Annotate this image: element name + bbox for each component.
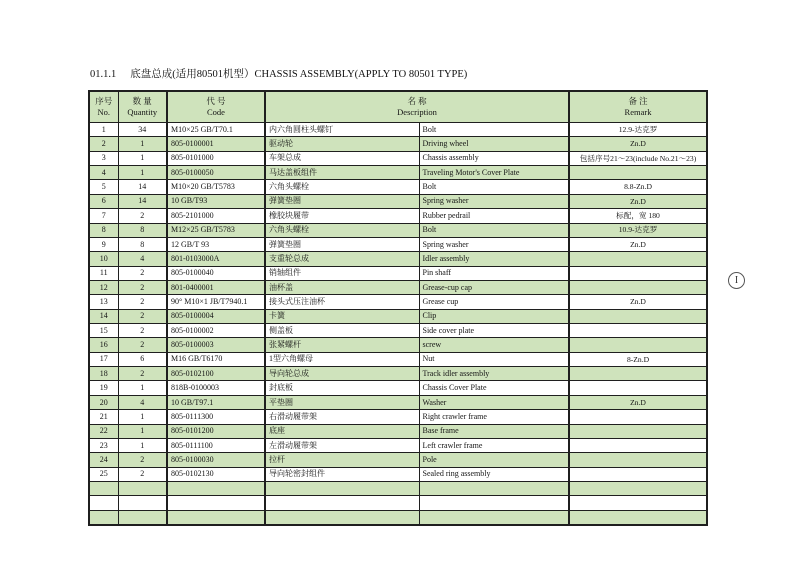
header-row bbox=[89, 91, 707, 123]
table-row bbox=[89, 166, 707, 180]
cell-no: 4 bbox=[89, 166, 118, 180]
cell-remark: 10.9-达克罗 bbox=[569, 223, 707, 237]
cell-remark bbox=[569, 453, 707, 467]
cell-name-en: Bolt bbox=[419, 123, 569, 137]
cell-name-en: Chassis Cover Plate bbox=[419, 381, 569, 395]
cell-name-cn: 六角头螺栓 bbox=[265, 180, 419, 194]
cell-name-cn: 封底板 bbox=[265, 381, 419, 395]
header-code-cn: 代 号 bbox=[206, 95, 226, 106]
cell-remark bbox=[569, 381, 707, 395]
cell-quantity: 1 bbox=[118, 438, 167, 452]
cell-code: 805-0100040 bbox=[167, 266, 265, 280]
header-description-cn: 名 称 bbox=[407, 95, 427, 106]
cell-no: 25 bbox=[89, 467, 118, 481]
cell-quantity: 2 bbox=[118, 209, 167, 223]
cell-name-en: Base frame bbox=[419, 424, 569, 438]
cell-name-cn: 支重轮总成 bbox=[265, 252, 419, 266]
cell-name-en: Pole bbox=[419, 453, 569, 467]
cell-no: 6 bbox=[89, 194, 118, 208]
cell-remark: 12.9-达克罗 bbox=[569, 123, 707, 137]
cell-name-en: Idler assembly bbox=[419, 252, 569, 266]
cell-name-cn: 橡胶块履带 bbox=[265, 209, 419, 223]
cell-quantity bbox=[118, 496, 167, 510]
table-row bbox=[89, 209, 707, 223]
cell-no: 3 bbox=[89, 151, 118, 165]
cell-code: 805-0100002 bbox=[167, 324, 265, 338]
cell-name-en: Chassis assembly bbox=[419, 151, 569, 165]
cell-quantity: 1 bbox=[118, 137, 167, 151]
cell-name-en bbox=[419, 496, 569, 510]
cell-code bbox=[167, 510, 265, 525]
cell-no: 10 bbox=[89, 252, 118, 266]
cell-name-cn: 弹簧垫圈 bbox=[265, 194, 419, 208]
table-row bbox=[89, 453, 707, 467]
cell-no: 8 bbox=[89, 223, 118, 237]
cell-code: M10×25 GB/T70.1 bbox=[167, 123, 265, 137]
table-row bbox=[89, 194, 707, 208]
cell-name-cn: 内六角圆柱头螺钉 bbox=[265, 123, 419, 137]
cell-name-cn: 马达盖板组件 bbox=[265, 166, 419, 180]
cell-quantity: 2 bbox=[118, 467, 167, 481]
cell-name-en: Side cover plate bbox=[419, 324, 569, 338]
cell-name-cn: 导向轮密封组件 bbox=[265, 467, 419, 481]
cell-quantity: 2 bbox=[118, 453, 167, 467]
cell-name-en: Traveling Motor's Cover Plate bbox=[419, 166, 569, 180]
cell-name-en: Grease-cup cap bbox=[419, 280, 569, 294]
table-row bbox=[89, 481, 707, 495]
table-row bbox=[89, 367, 707, 381]
cell-name-en: Track idler assembly bbox=[419, 367, 569, 381]
cell-name-cn: 张紧螺杆 bbox=[265, 338, 419, 352]
cell-code: 805-0102130 bbox=[167, 467, 265, 481]
cell-no: 2 bbox=[89, 137, 118, 151]
cell-name-cn: 车架总成 bbox=[265, 151, 419, 165]
cell-name-cn: 六角头螺栓 bbox=[265, 223, 419, 237]
cell-remark: Zn.D bbox=[569, 194, 707, 208]
cell-name-en: Pin shaff bbox=[419, 266, 569, 280]
cell-name-en: screw bbox=[419, 338, 569, 352]
section-title-text: 底盘总成(适用80501机型）CHASSIS ASSEMBLY(APPLY TO 80501 TYPE) bbox=[130, 69, 468, 80]
cell-no bbox=[89, 481, 118, 495]
cell-name-en: Driving wheel bbox=[419, 137, 569, 151]
header-no-cn: 序号 bbox=[95, 95, 113, 106]
cell-quantity: 1 bbox=[118, 166, 167, 180]
cell-remark bbox=[569, 324, 707, 338]
table-row bbox=[89, 438, 707, 452]
cell-no: 13 bbox=[89, 295, 118, 309]
cell-no: 22 bbox=[89, 424, 118, 438]
cell-quantity bbox=[118, 510, 167, 525]
cell-name-cn: 平垫圈 bbox=[265, 395, 419, 409]
cell-name-cn: 油杯盖 bbox=[265, 280, 419, 294]
header-no bbox=[89, 91, 118, 123]
table-row bbox=[89, 280, 707, 294]
cell-name-en: Bolt bbox=[419, 180, 569, 194]
cell-code: 90° M10×1 JB/T7940.1 bbox=[167, 295, 265, 309]
cell-code: 805-0100001 bbox=[167, 137, 265, 151]
cell-code: 805-0100003 bbox=[167, 338, 265, 352]
header-quantity-cn: 数 量 bbox=[132, 95, 152, 106]
cell-quantity: 8 bbox=[118, 223, 167, 237]
cell-no: 23 bbox=[89, 438, 118, 452]
cell-quantity: 2 bbox=[118, 324, 167, 338]
cell-quantity: 14 bbox=[118, 180, 167, 194]
cell-code: 805-2101000 bbox=[167, 209, 265, 223]
cell-remark bbox=[569, 438, 707, 452]
cell-quantity: 4 bbox=[118, 252, 167, 266]
cell-no: 7 bbox=[89, 209, 118, 223]
header-description bbox=[265, 91, 569, 123]
cell-name-cn bbox=[265, 496, 419, 510]
cell-quantity: 1 bbox=[118, 151, 167, 165]
cell-remark bbox=[569, 424, 707, 438]
cell-code: 805-0100030 bbox=[167, 453, 265, 467]
table-row bbox=[89, 237, 707, 251]
cell-no: 15 bbox=[89, 324, 118, 338]
cell-remark bbox=[569, 338, 707, 352]
cell-code: 10 GB/T93 bbox=[167, 194, 265, 208]
cell-quantity: 2 bbox=[118, 309, 167, 323]
header-quantity-en: Quantity bbox=[127, 107, 158, 117]
cell-name-en: Clip bbox=[419, 309, 569, 323]
cell-no: 9 bbox=[89, 237, 118, 251]
cell-code: M12×25 GB/T5783 bbox=[167, 223, 265, 237]
table-row bbox=[89, 352, 707, 366]
cell-quantity: 8 bbox=[118, 237, 167, 251]
cell-code bbox=[167, 481, 265, 495]
cell-quantity: 1 bbox=[118, 381, 167, 395]
cell-remark bbox=[569, 280, 707, 294]
cell-quantity: 34 bbox=[118, 123, 167, 137]
table-row bbox=[89, 467, 707, 481]
page-marker-label: I bbox=[734, 275, 739, 286]
cell-code: 805-0101200 bbox=[167, 424, 265, 438]
cell-remark: Zn.D bbox=[569, 295, 707, 309]
cell-quantity: 2 bbox=[118, 266, 167, 280]
cell-remark bbox=[569, 410, 707, 424]
section-number: 01.1.1 bbox=[90, 69, 117, 80]
cell-quantity bbox=[118, 481, 167, 495]
cell-quantity: 2 bbox=[118, 280, 167, 294]
cell-name-en: Left crawler frame bbox=[419, 438, 569, 452]
table-row bbox=[89, 223, 707, 237]
cell-code: 805-0101000 bbox=[167, 151, 265, 165]
cell-remark: 8.8-Zn.D bbox=[569, 180, 707, 194]
cell-name-cn: 右滑动履带架 bbox=[265, 410, 419, 424]
cell-remark bbox=[569, 496, 707, 510]
cell-quantity: 1 bbox=[118, 410, 167, 424]
table-row bbox=[89, 395, 707, 409]
cell-name-en bbox=[419, 510, 569, 525]
cell-code: 805-0100004 bbox=[167, 309, 265, 323]
parts-table-body bbox=[89, 123, 707, 526]
cell-no: 18 bbox=[89, 367, 118, 381]
cell-name-cn bbox=[265, 481, 419, 495]
cell-name-en: Spring washer bbox=[419, 194, 569, 208]
cell-quantity: 2 bbox=[118, 338, 167, 352]
table-row bbox=[89, 123, 707, 137]
cell-remark bbox=[569, 266, 707, 280]
cell-no: 12 bbox=[89, 280, 118, 294]
cell-name-cn bbox=[265, 510, 419, 525]
cell-code: 10 GB/T97.1 bbox=[167, 395, 265, 409]
cell-name-cn: 拉杆 bbox=[265, 453, 419, 467]
table-row bbox=[89, 295, 707, 309]
cell-name-en: Right crawler frame bbox=[419, 410, 569, 424]
cell-remark: Zn.D bbox=[569, 137, 707, 151]
table-row bbox=[89, 496, 707, 510]
cell-code: M16 GB/T6170 bbox=[167, 352, 265, 366]
cell-quantity: 1 bbox=[118, 424, 167, 438]
cell-remark bbox=[569, 166, 707, 180]
header-remark bbox=[569, 91, 707, 123]
cell-name-en: Rubber pedrail bbox=[419, 209, 569, 223]
cell-name-en: Bolt bbox=[419, 223, 569, 237]
cell-name-cn: 左滑动履带架 bbox=[265, 438, 419, 452]
cell-code: M10×20 GB/T5783 bbox=[167, 180, 265, 194]
table-row bbox=[89, 137, 707, 151]
cell-quantity: 2 bbox=[118, 367, 167, 381]
cell-no: 17 bbox=[89, 352, 118, 366]
cell-remark bbox=[569, 367, 707, 381]
cell-name-en: Sealed ring assembly bbox=[419, 467, 569, 481]
cell-quantity: 4 bbox=[118, 395, 167, 409]
cell-name-cn: 卡簧 bbox=[265, 309, 419, 323]
header-quantity bbox=[118, 91, 167, 123]
table-row bbox=[89, 151, 707, 165]
cell-name-cn: 导向轮总成 bbox=[265, 367, 419, 381]
cell-no: 20 bbox=[89, 395, 118, 409]
cell-quantity: 6 bbox=[118, 352, 167, 366]
cell-name-en: Nut bbox=[419, 352, 569, 366]
cell-quantity: 14 bbox=[118, 194, 167, 208]
page-title bbox=[90, 66, 467, 81]
cell-remark bbox=[569, 481, 707, 495]
cell-no: 21 bbox=[89, 410, 118, 424]
header-code-en: Code bbox=[207, 107, 225, 117]
table-row bbox=[89, 424, 707, 438]
table-row bbox=[89, 338, 707, 352]
cell-name-cn: 侧盖板 bbox=[265, 324, 419, 338]
header-no-en: No. bbox=[97, 107, 110, 117]
cell-name-cn: 销轴组件 bbox=[265, 266, 419, 280]
cell-no: 5 bbox=[89, 180, 118, 194]
cell-no: 11 bbox=[89, 266, 118, 280]
table-row bbox=[89, 510, 707, 525]
cell-no bbox=[89, 510, 118, 525]
cell-no: 14 bbox=[89, 309, 118, 323]
cell-remark: Zn.D bbox=[569, 395, 707, 409]
header-description-en: Description bbox=[397, 107, 437, 117]
cell-remark: 8-Zn.D bbox=[569, 352, 707, 366]
table-row bbox=[89, 252, 707, 266]
parts-table-header bbox=[89, 91, 707, 123]
cell-code: 801-0103000A bbox=[167, 252, 265, 266]
cell-remark: 包括序号21～23(include No.21～23) bbox=[569, 151, 707, 165]
cell-name-en bbox=[419, 481, 569, 495]
cell-remark bbox=[569, 252, 707, 266]
cell-code: 805-0111300 bbox=[167, 410, 265, 424]
cell-name-cn: 底座 bbox=[265, 424, 419, 438]
cell-name-cn: 接头式压注油杯 bbox=[265, 295, 419, 309]
table-row bbox=[89, 410, 707, 424]
cell-name-cn: 弹簧垫圈 bbox=[265, 237, 419, 251]
table-row bbox=[89, 309, 707, 323]
parts-table bbox=[88, 90, 708, 526]
header-remark-en: Remark bbox=[624, 107, 652, 117]
cell-code: 805-0111100 bbox=[167, 438, 265, 452]
cell-no: 1 bbox=[89, 123, 118, 137]
cell-code: 805-0102100 bbox=[167, 367, 265, 381]
cell-name-en: Grease cup bbox=[419, 295, 569, 309]
cell-no bbox=[89, 496, 118, 510]
cell-code: 805-0100050 bbox=[167, 166, 265, 180]
header-code bbox=[167, 91, 265, 123]
cell-no: 16 bbox=[89, 338, 118, 352]
cell-quantity: 2 bbox=[118, 295, 167, 309]
cell-remark bbox=[569, 309, 707, 323]
page-marker-circle bbox=[728, 272, 745, 289]
cell-no: 19 bbox=[89, 381, 118, 395]
cell-remark bbox=[569, 467, 707, 481]
cell-name-cn: 1型六角螺母 bbox=[265, 352, 419, 366]
cell-remark: 标配，宽 180 bbox=[569, 209, 707, 223]
cell-code: 818B-0100003 bbox=[167, 381, 265, 395]
cell-no: 24 bbox=[89, 453, 118, 467]
cell-name-en: Spring washer bbox=[419, 237, 569, 251]
cell-code bbox=[167, 496, 265, 510]
cell-name-en: Washer bbox=[419, 395, 569, 409]
cell-name-cn: 驱动轮 bbox=[265, 137, 419, 151]
table-row bbox=[89, 266, 707, 280]
cell-code: 801-0400001 bbox=[167, 280, 265, 294]
cell-code: 12 GB/T 93 bbox=[167, 237, 265, 251]
cell-remark bbox=[569, 510, 707, 525]
cell-remark: Zn.D bbox=[569, 237, 707, 251]
table-row bbox=[89, 381, 707, 395]
header-remark-cn: 备 注 bbox=[628, 95, 648, 106]
table-row bbox=[89, 324, 707, 338]
table-row bbox=[89, 180, 707, 194]
